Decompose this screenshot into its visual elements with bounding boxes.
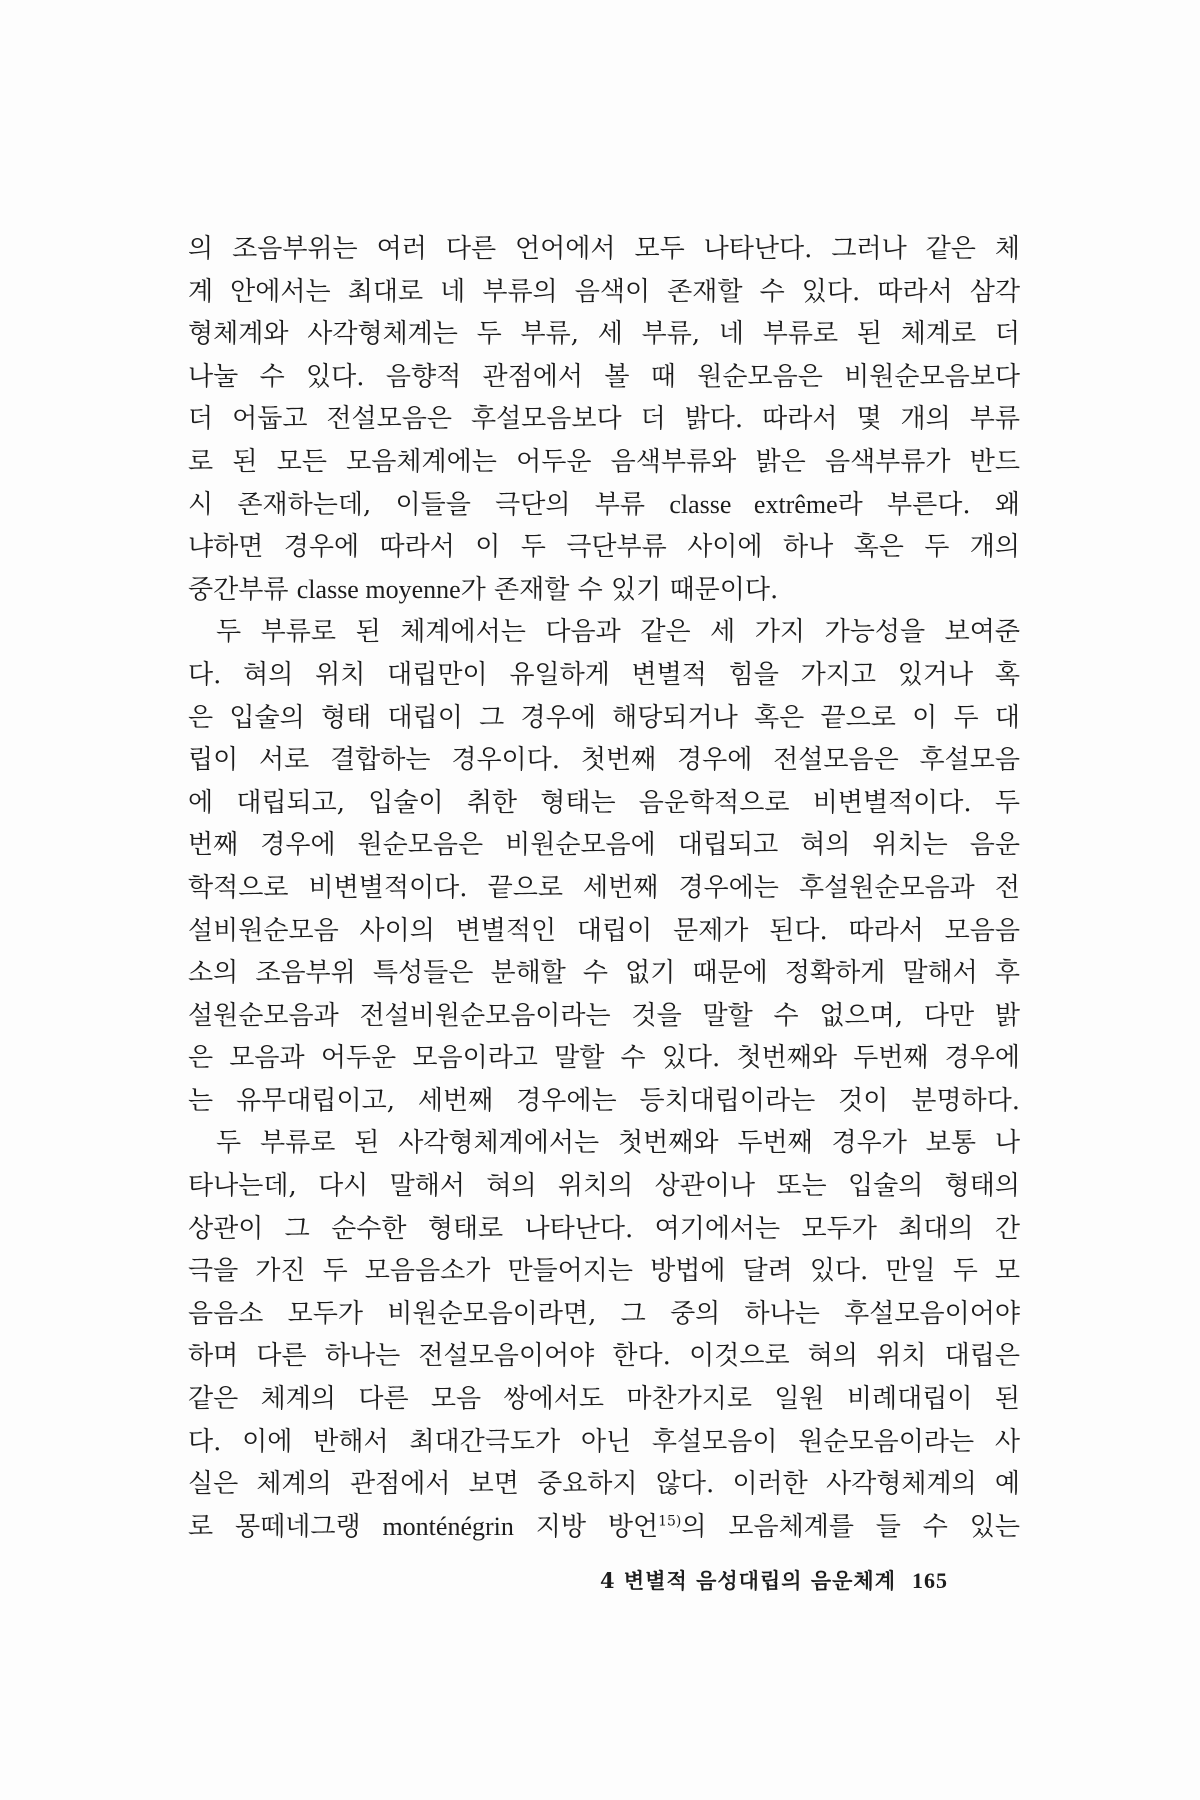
text-line: 나눌 수 있다. 음향적 관점에서 볼 때 원순모음은 비원순모음보다 <box>188 361 1020 392</box>
text-line: 은 입술의 형태 대립이 그 경우에 해당되거나 혹은 끝으로 이 두 대 <box>188 702 1020 733</box>
text-line: 학적으로 비변별적이다. 끝으로 세번째 경우에는 후설원순모음과 전 <box>188 872 1020 903</box>
text-line: 설원순모음과 전설비원순모음이라는 것을 말할 수 없으며, 다만 밝 <box>188 1000 1020 1031</box>
text-line: 하며 다른 하나는 전설모음이어야 한다. 이것으로 혀의 위치 대립은 <box>188 1341 1020 1372</box>
emphasis-char: 류 <box>619 489 646 520</box>
text-segment: 로 몽떼네그랭 <box>188 1511 361 1542</box>
text-line: 에 대립되고, 입술이 취한 형태는 음운학적으로 비변별적이다. 두 <box>188 787 1020 818</box>
running-head: 4 변별적 음성대립의 음운체계 <box>600 1568 896 1593</box>
text-line: 냐하면 경우에 따라서 이 두 극단부류 사이에 하나 혹은 두 개의 <box>188 532 1020 563</box>
text-line: 다. 이에 반해서 최대간극도가 아닌 후설모음이 원순모음이라는 사 <box>188 1426 1020 1457</box>
text-line: 같은 체계의 다른 모음 쌍에서도 마찬가지로 일원 비례대립이 된 <box>188 1384 1020 1415</box>
emphasis-char: 간 <box>213 574 239 605</box>
text-line: 설비원순모음 사이의 변별적인 대립이 문제가 된다. 따라서 모음음 <box>188 915 1020 946</box>
page-number: 165 <box>911 1568 948 1593</box>
text-line: 실은 체계의 관점에서 보면 중요하지 않다. 이러한 사각형체계의 예 <box>188 1469 1020 1500</box>
french-term: monténégrin <box>382 1511 514 1541</box>
text-line: 로 된 모든 모음체계에는 어두운 음색부류와 밝은 음색부류가 반드 <box>188 446 1020 477</box>
footnote-marker[interactable]: 15) <box>658 1513 682 1530</box>
emphasis-char: 부 <box>238 574 264 605</box>
text-line: 의 조음부위는 여러 다른 언어에서 모두 나타난다. 그러나 같은 체 <box>188 234 1020 264</box>
french-term: classe moyenne <box>296 574 461 604</box>
text-segment: 지방 방언 <box>535 1511 659 1542</box>
text-line: 극을 가진 두 모음음소가 만들어지는 방법에 달려 있다. 만일 두 모 <box>188 1256 1020 1287</box>
text-segment: 라 부른다. 왜 <box>837 489 1020 520</box>
text-segment: 의 모음체계를 들 수 있는 <box>681 1511 1020 1542</box>
emphasis-char: 중 <box>188 574 214 605</box>
text-line: 타나는데, 다시 말해서 혀의 위치의 상관이나 또는 입술의 형태의 <box>188 1171 1020 1202</box>
text-line: 계 안에서는 최대로 네 부류의 음색이 존재할 수 있다. 따라서 삼각 <box>188 276 1020 307</box>
text-line: 립이 서로 결합하는 경우이다. 첫번째 경우에 전설모음은 후설모음 <box>188 745 1020 776</box>
emphasis-char: 부 <box>594 489 620 520</box>
text-line: 다. 혀의 위치 대립만이 유일하게 변별적 힘을 가지고 있거나 혹 <box>188 659 1020 690</box>
text-line: 두 부류로 된 사각형체계에서는 첫번째와 두번째 경우가 보통 나 <box>216 1128 1020 1159</box>
text-segment: 가 존재할 수 있기 때문이다. <box>460 574 779 605</box>
emphasis-char: 류 <box>263 574 289 605</box>
text-line: 소의 조음부위 특성들은 분해할 수 없기 때문에 정확하게 말해서 후 <box>188 958 1020 989</box>
text-line-with-term <box>188 569 1020 612</box>
text-segment: 시 존재하는데, 이들을 <box>188 489 471 520</box>
emphasized-term-extreme-class <box>495 490 645 520</box>
text-line-with-term <box>188 484 1020 527</box>
emphasis-char: 극 <box>495 489 521 520</box>
text-line: 음음소 모두가 비원순모음이라면, 그 중의 하나는 후설모음이어야 <box>188 1298 1020 1329</box>
text-line: 상관이 그 순수한 형태로 나타난다. 여기에서는 모두가 최대의 간 <box>188 1213 1020 1244</box>
emphasis-char: 의 <box>545 489 571 520</box>
text-line: 는 유무대립이고, 세번째 경우에는 등치대립이라는 것이 분명하다. <box>188 1085 1020 1116</box>
text-line: 번째 경우에 원순모음은 비원순모음에 대립되고 혀의 위치는 음운 <box>188 830 1020 861</box>
text-line: 더 어둡고 전설모음은 후설모음보다 더 밝다. 따라서 몇 개의 부류 <box>188 404 1020 435</box>
paragraph-3 <box>188 1122 1020 1548</box>
text-line-with-footnote <box>188 1506 1020 1549</box>
french-term: classe extrême <box>669 489 838 519</box>
page-footer <box>600 1565 1020 1595</box>
paragraph-2 <box>188 611 1020 1122</box>
text-line: 은 모음과 어두운 모음이라고 말할 수 있다. 첫번째와 두번째 경우에 <box>188 1043 1020 1074</box>
body-text <box>188 228 1020 1548</box>
paragraph-1 <box>188 228 1020 611</box>
text-line: 형체계와 사각형체계는 두 부류, 세 부류, 네 부류로 된 체계로 더 <box>188 319 1020 350</box>
emphasized-term-middle-class <box>188 575 289 605</box>
emphasis-char: 단 <box>520 489 546 520</box>
text-line: 두 부류로 된 체계에서는 다음과 같은 세 가지 가능성을 보여준 <box>216 617 1020 648</box>
